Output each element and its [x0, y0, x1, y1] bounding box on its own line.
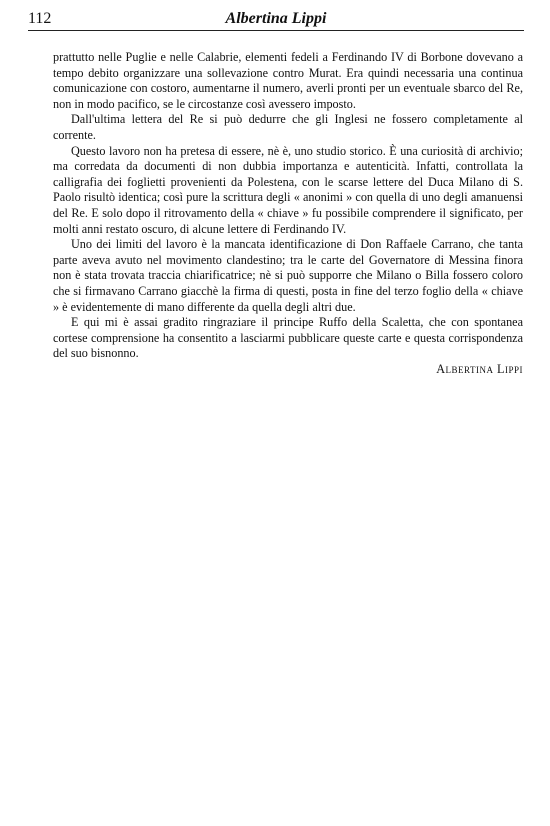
paragraph-3: Questo lavoro non ha pretesa di essere, nè è, uno studio storico. È una curiosità di archivio; ma corredata da documenti di non dubbia importanza e autenticità. Infatti, controllata la calligrafia dei foglietti provenienti da Polestena, con le scarse lettere del Duca Milano di S. Paolo risultò identica; così pure la scrittura degli « anonimi » con quella di uno degli amanuensi del Re. E solo dopo il ritrovamento della « chiave » fu possibile comprendere il significato, per molti anni restato oscuro, di alcune lettere di Ferdinando IV. — [53, 143, 523, 236]
paragraph-4: Uno dei limiti del lavoro è la mancata identificazione di Don Raffaele Carrano, che tanta parte aveva avuto nel movimento clandestino; tra le carte del Governatore di Messina finora non è stata trovata traccia chiarificatrice; nè si può supporre che Milano o Billa fossero coloro che si firmavano Carrano giacchè la firma di questi, posta in fine del terzo foglio della « chiave » è evidentemente di mano differente da quella degli altri due. — [53, 237, 523, 314]
author-signature: Albertina Lippi — [436, 361, 523, 376]
body-text — [53, 50, 523, 377]
paragraph-5: E qui mi è assai gradito ringraziare il principe Ruffo della Scaletta, che con spontanea cortese comprensione ha consentito a lasciarmi pubblicare queste carte e questa corrispondenza del suo bisnonno. — [53, 315, 523, 361]
page-number: 112 — [28, 10, 52, 27]
paragraph-1: prattutto nelle Puglie e nelle Calabrie, elementi fedeli a Ferdinando IV di Borbone dovevano a tempo debito organizzare una sollevazione contro Murat. Era quindi necessaria una continua comunicazione con costoro, aumentarne il numero, averli pronti per un eventuale sbarco del Re, non in modo pacifico, se le circostanze così avessero imposto. — [53, 50, 523, 111]
page-header — [28, 6, 524, 32]
paragraph-2: Dall'ultima lettera del Re si può dedurre che gli Inglesi ne fossero completamente al corrente. — [53, 112, 523, 142]
running-title: Albertina Lippi — [225, 10, 327, 27]
header-rule — [28, 30, 524, 31]
